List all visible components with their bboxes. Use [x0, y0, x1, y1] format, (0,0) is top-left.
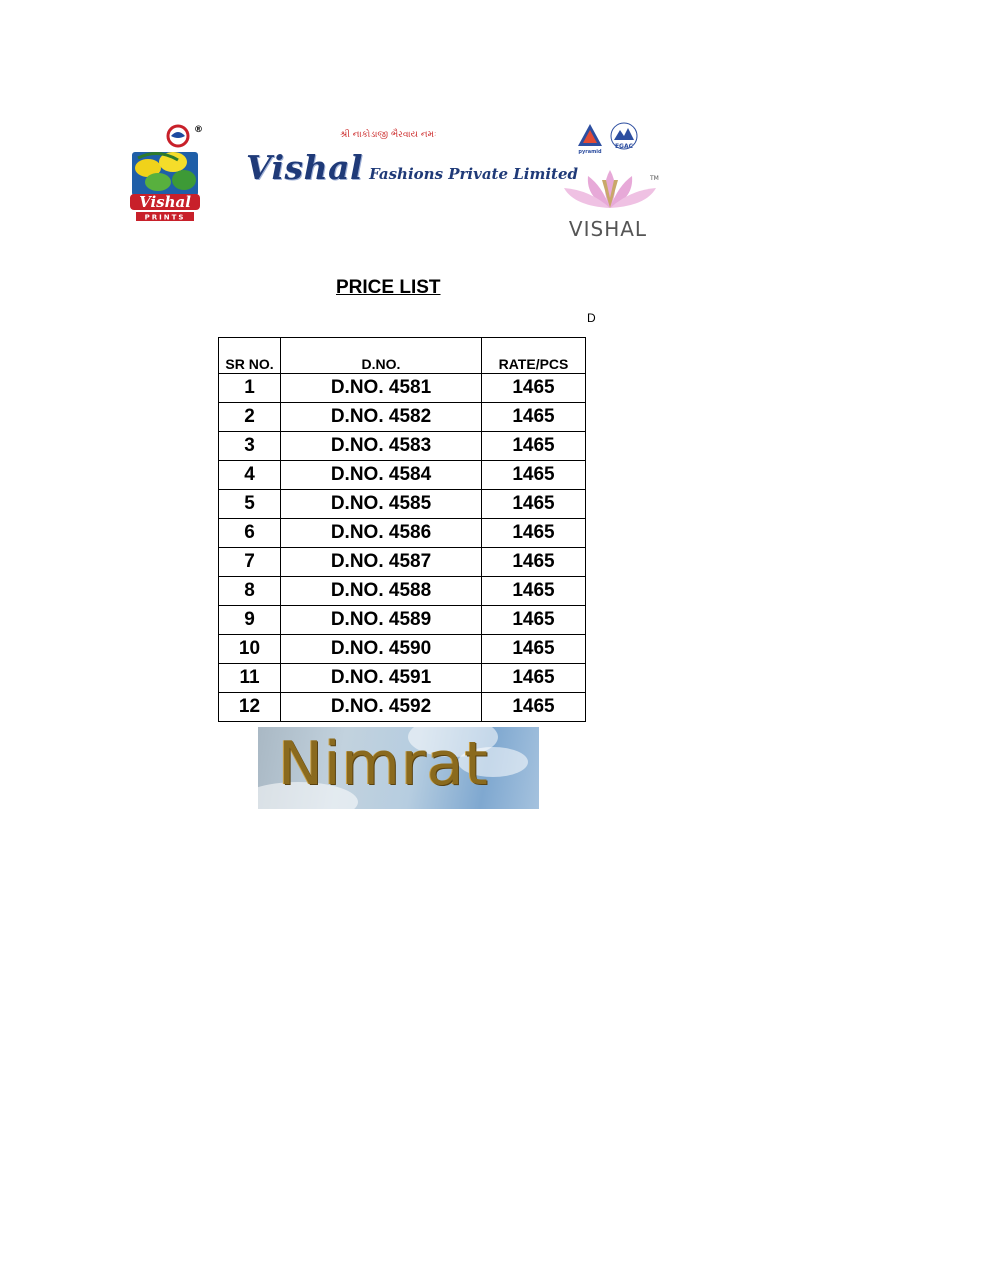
- cell-sr: 1: [219, 374, 281, 403]
- cell-dno: D.NO. 4587: [281, 548, 482, 577]
- cell-dno: D.NO. 4589: [281, 606, 482, 635]
- table-row: [219, 519, 586, 548]
- cell-rate: 1465: [482, 664, 586, 693]
- cell-dno: D.NO. 4583: [281, 432, 482, 461]
- vishal-logo-text: Vishal: [139, 193, 191, 211]
- cell-dno: D.NO. 4590: [281, 635, 482, 664]
- cell-sr: 12: [219, 693, 281, 722]
- cell-rate: 1465: [482, 548, 586, 577]
- cell-sr: 8: [219, 577, 281, 606]
- cell-rate: 1465: [482, 519, 586, 548]
- cell-rate: 1465: [482, 606, 586, 635]
- cell-rate: 1465: [482, 577, 586, 606]
- egac-cert-text: EGAC: [614, 143, 634, 150]
- table-row: [219, 606, 586, 635]
- table-row: [219, 577, 586, 606]
- vishal-brand-text: VISHAL: [568, 217, 648, 240]
- table-row: [219, 490, 586, 519]
- cell-rate: 1465: [482, 693, 586, 722]
- cell-dno: D.NO. 4585: [281, 490, 482, 519]
- cell-rate: 1465: [482, 403, 586, 432]
- table-row: [219, 374, 586, 403]
- company-suffix: Fashions Private Limited: [369, 165, 579, 183]
- cell-sr: 2: [219, 403, 281, 432]
- tm-mark: TM: [650, 175, 659, 182]
- table-row: [219, 693, 586, 722]
- company-name: [246, 148, 578, 187]
- table-header-row: [219, 338, 586, 374]
- cell-dno: D.NO. 4586: [281, 519, 482, 548]
- cell-rate: 1465: [482, 461, 586, 490]
- cell-dno: D.NO. 4582: [281, 403, 482, 432]
- table-row: [219, 461, 586, 490]
- stray-letter: D: [587, 311, 596, 325]
- nimrat-banner: [258, 727, 539, 809]
- cell-rate: 1465: [482, 374, 586, 403]
- table-row: [219, 432, 586, 461]
- pyramid-cert-text: pyramid: [578, 149, 602, 155]
- cell-sr: 10: [219, 635, 281, 664]
- cell-rate: 1465: [482, 490, 586, 519]
- header-dno: D.NO.: [281, 338, 482, 374]
- header-rate: RATE/PCS: [482, 338, 586, 374]
- page-title: PRICE LIST: [336, 277, 441, 298]
- certification-logos: [576, 122, 642, 156]
- company-brand: Vishal: [246, 148, 364, 187]
- cell-dno: D.NO. 4584: [281, 461, 482, 490]
- prints-text: PRINTS: [144, 213, 186, 222]
- table-row: [219, 635, 586, 664]
- cell-dno: D.NO. 4581: [281, 374, 482, 403]
- cell-sr: 9: [219, 606, 281, 635]
- table-row: [219, 664, 586, 693]
- cell-dno: D.NO. 4591: [281, 664, 482, 693]
- cell-sr: 6: [219, 519, 281, 548]
- cell-sr: 7: [219, 548, 281, 577]
- cell-sr: 3: [219, 432, 281, 461]
- registered-mark: ®: [194, 125, 203, 135]
- cell-sr: 4: [219, 461, 281, 490]
- cell-sr: 11: [219, 664, 281, 693]
- cell-dno: D.NO. 4588: [281, 577, 482, 606]
- cell-dno: D.NO. 4592: [281, 693, 482, 722]
- header-sr-no: SR NO.: [219, 338, 281, 374]
- cell-rate: 1465: [482, 635, 586, 664]
- blessing-line: શ્રી નાકોડાજી ભૈરવાય નમઃ: [340, 130, 437, 140]
- vishal-lotus-logo: [560, 166, 660, 240]
- cell-sr: 5: [219, 490, 281, 519]
- table-row: [219, 548, 586, 577]
- price-table: [218, 337, 586, 722]
- vishal-prints-logo: [128, 124, 202, 224]
- nimrat-text: Nimrat: [278, 729, 489, 799]
- cell-rate: 1465: [482, 432, 586, 461]
- table-row: [219, 403, 586, 432]
